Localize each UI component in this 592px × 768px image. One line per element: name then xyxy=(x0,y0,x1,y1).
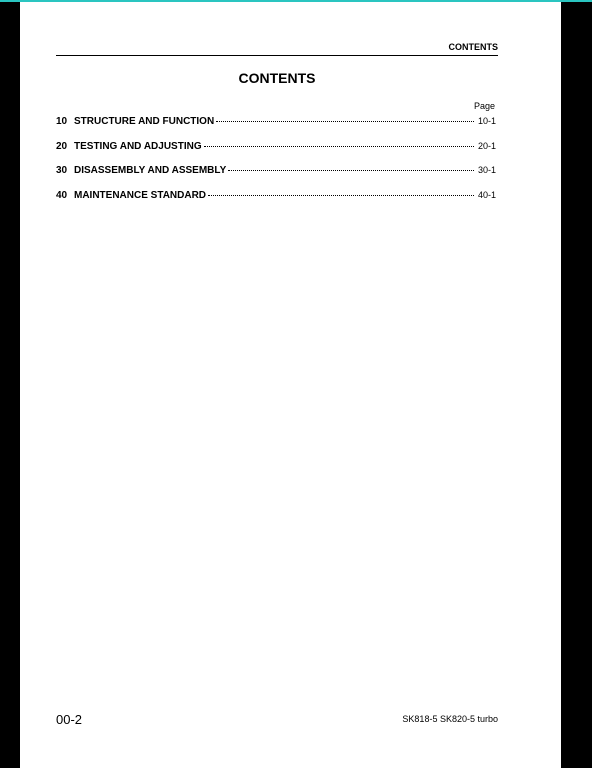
footer-model-names: SK818-5 SK820-5 turbo xyxy=(402,714,498,724)
page-title: CONTENTS xyxy=(238,70,316,86)
toc-entry-page: 30-1 xyxy=(477,165,496,175)
document-page xyxy=(20,2,561,768)
toc-entry-title: MAINTENANCE STANDARD xyxy=(74,189,207,201)
toc-dot-leader xyxy=(204,146,474,147)
toc-entry-number: 30 xyxy=(56,165,68,176)
toc-entry-number: 40 xyxy=(56,189,68,201)
toc-entry-number: 20 xyxy=(56,140,68,152)
toc-entry-maintenance-standard[interactable] xyxy=(56,188,496,213)
footer-page-number: 00-2 xyxy=(56,712,83,727)
toc-entry-structure-and-function[interactable] xyxy=(56,114,496,139)
toc-entry-page: 10-1 xyxy=(477,116,496,126)
toc-entry-title: STRUCTURE AND FUNCTION xyxy=(74,116,215,127)
toc-entry-number: 10 xyxy=(56,116,68,127)
table-of-contents xyxy=(56,114,496,212)
toc-entry-title: TESTING AND ADJUSTING xyxy=(74,140,202,152)
toc-dot-leader xyxy=(208,195,474,196)
toc-entry-title: DISASSEMBLY AND ASSEMBLY xyxy=(74,165,227,176)
toc-dot-leader xyxy=(216,121,474,122)
toc-entry-page: 20-1 xyxy=(477,140,496,151)
toc-entry-page: 40-1 xyxy=(477,189,496,200)
toc-entry-disassembly-and-assembly[interactable] xyxy=(56,163,496,188)
toc-entry-testing-and-adjusting[interactable] xyxy=(56,139,496,164)
toc-dot-leader xyxy=(228,170,474,171)
page-column-label: Page xyxy=(474,101,496,111)
running-header: CONTENTS xyxy=(56,42,498,56)
